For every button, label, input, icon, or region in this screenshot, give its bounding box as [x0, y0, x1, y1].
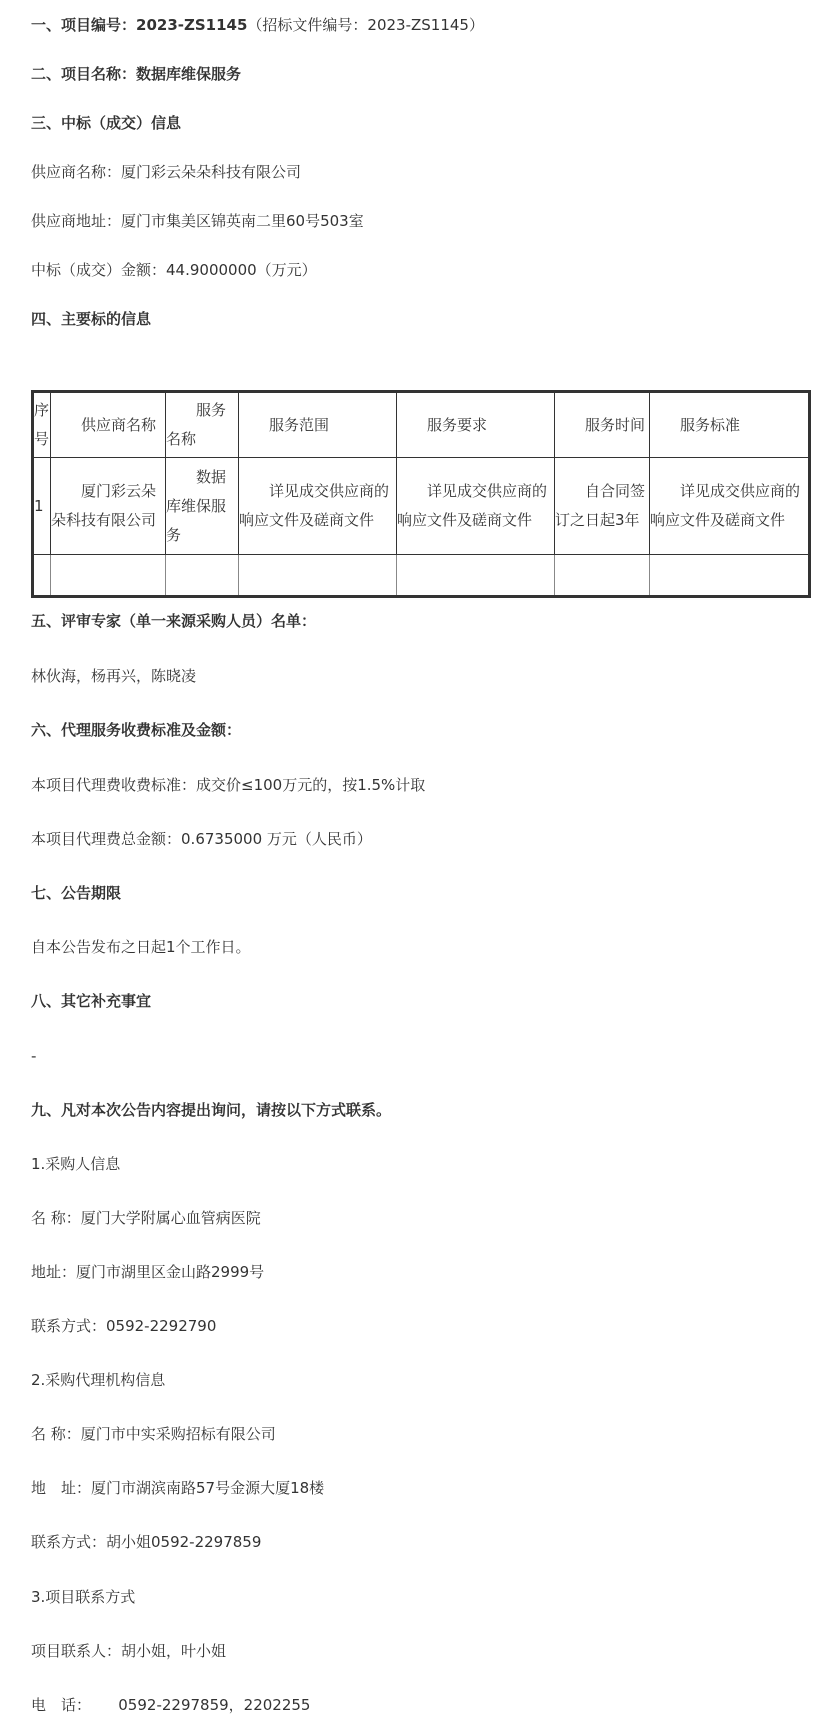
- project-contact-phone: 电 话： 0592-2297859，2202255: [31, 1696, 311, 1714]
- empty-cell: [239, 555, 397, 597]
- header-cell-service-scope: 服务范围: [239, 392, 397, 458]
- empty-cell: [51, 555, 166, 597]
- agency-fee-standard: 本项目代理费收费标准：成交价≤100万元的，按1.5%计取: [31, 776, 426, 794]
- table-row: [33, 458, 810, 555]
- agency-fee-total: 本项目代理费总金额：0.6735000 万元（人民币）: [31, 830, 372, 848]
- cell-service-name: 数据库维保服务: [166, 458, 239, 555]
- empty-cell: [166, 555, 239, 597]
- notice-period-heading: 七、公告期限: [31, 884, 122, 902]
- header-cell-service-requirement: 服务要求: [397, 392, 555, 458]
- award-info-heading: 三、中标（成交）信息: [31, 114, 182, 132]
- cell-supplier: 厦门彩云朵朵科技有限公司: [51, 458, 166, 555]
- project-contact-person: 项目联系人：胡小姐，叶小姐: [31, 1642, 227, 1660]
- agency-name: 名 称：厦门市中实采购招标有限公司: [31, 1425, 276, 1443]
- header-cell-service-standard: 服务标准: [650, 392, 810, 458]
- header-cell-supplier: 供应商名称: [51, 392, 166, 458]
- purchaser-name: 名 称：厦门大学附属心血管病医院: [31, 1209, 261, 1227]
- empty-cell: [397, 555, 555, 597]
- agency-heading: 2.采购代理机构信息: [31, 1371, 166, 1389]
- cell-service-time: 自合同签订之日起3年: [555, 458, 650, 555]
- main-items-table: [31, 390, 811, 598]
- other-matters-heading: 八、其它补充事宜: [31, 992, 152, 1010]
- agency-contact: 联系方式：胡小姐0592-2297859: [31, 1533, 262, 1551]
- purchaser-address: 地址：厦门市湖里区金山路2999号: [31, 1263, 265, 1281]
- notice-period-text: 自本公告发布之日起1个工作日。: [31, 938, 251, 956]
- cell-service-standard: 详见成交供应商的响应文件及磋商文件: [650, 458, 810, 555]
- empty-cell: [33, 555, 51, 597]
- experts-heading: 五、评审专家（单一来源采购人员）名单：: [31, 612, 317, 630]
- experts-list: 林伙海，杨再兴，陈晓凌: [31, 667, 197, 685]
- contact-heading: 九、凡对本次公告内容提出询问，请按以下方式联系。: [31, 1101, 392, 1119]
- agency-fee-heading: 六、代理服务收费标准及金额：: [31, 721, 242, 739]
- header-cell-service-time: 服务时间: [555, 392, 650, 458]
- project-name-label: 二、项目名称：: [31, 65, 137, 83]
- project-number-value: 2023-ZS1145: [136, 16, 248, 34]
- cell-index: 1: [33, 458, 51, 555]
- table-row-empty: [33, 555, 810, 597]
- project-number-label: 一、项目编号：: [31, 16, 137, 34]
- award-amount: 中标（成交）金额：44.9000000（万元）: [31, 261, 317, 279]
- header-cell-service-name: 服务名称: [166, 392, 239, 458]
- main-items-heading: 四、主要标的信息: [31, 310, 152, 328]
- table-header-row: [33, 392, 810, 458]
- project-name-value: 数据库维保服务: [136, 65, 242, 83]
- other-matters-text: -: [31, 1047, 37, 1065]
- supplier-address: 供应商地址：厦门市集美区锦英南二里60号503室: [31, 212, 364, 230]
- cell-service-requirement: 详见成交供应商的响应文件及磋商文件: [397, 458, 555, 555]
- project-number-line: [31, 13, 484, 37]
- project-name-line: [31, 62, 241, 86]
- agency-address: 地 址：厦门市湖滨南路57号金源大厦18楼: [31, 1479, 325, 1497]
- purchaser-heading: 1.采购人信息: [31, 1155, 121, 1173]
- cell-service-scope: 详见成交供应商的响应文件及磋商文件: [239, 458, 397, 555]
- purchaser-contact: 联系方式：0592-2292790: [31, 1317, 217, 1335]
- supplier-name: 供应商名称：厦门彩云朵朵科技有限公司: [31, 163, 302, 181]
- header-cell-index: 序号: [33, 392, 51, 458]
- project-contact-heading: 3.项目联系方式: [31, 1588, 136, 1606]
- empty-cell: [555, 555, 650, 597]
- empty-cell: [650, 555, 810, 597]
- tender-doc-number: （招标文件编号：2023-ZS1145）: [247, 16, 484, 34]
